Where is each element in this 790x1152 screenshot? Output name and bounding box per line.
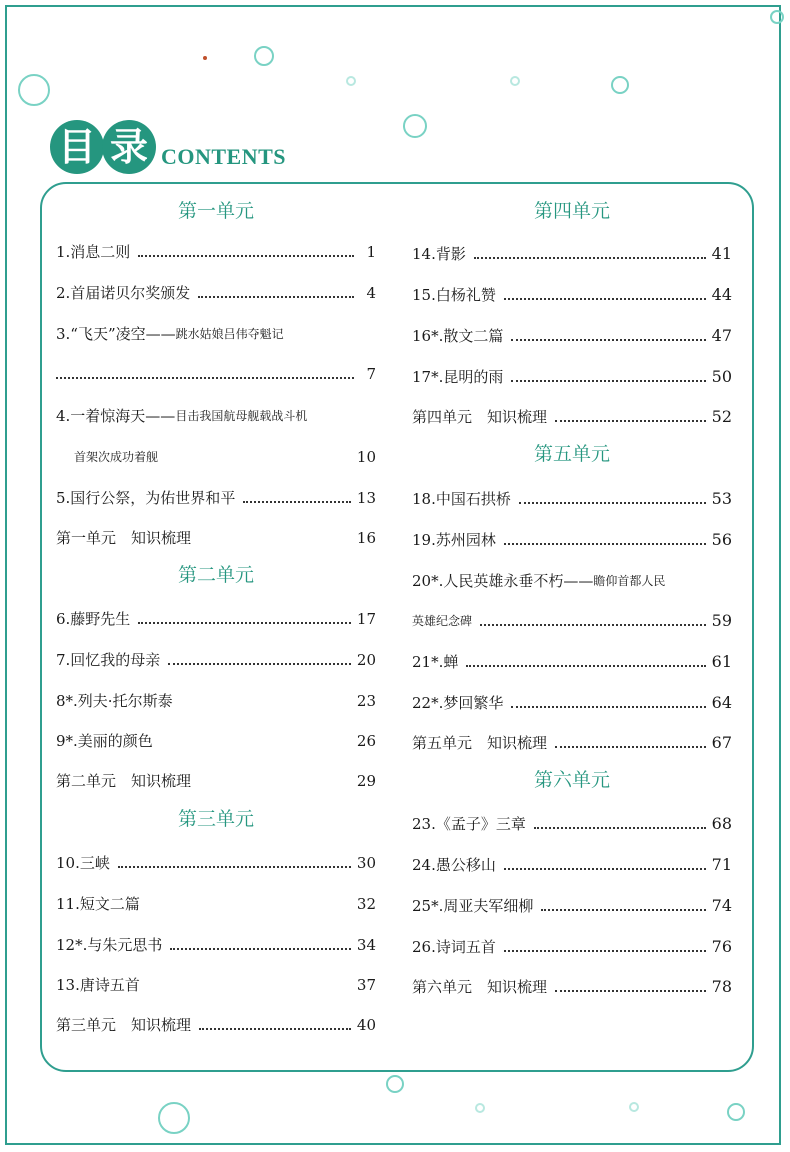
toc-entry[interactable] xyxy=(412,727,732,753)
entry-title: 20*.人民英雄永垂不朽—— xyxy=(412,572,594,590)
entry-title: 7.回忆我的母亲 xyxy=(56,651,161,669)
entry-page: 26 xyxy=(356,732,376,750)
leader-dots xyxy=(198,296,354,298)
leader-dots xyxy=(511,706,705,708)
entry-page: 10 xyxy=(356,448,376,466)
entry-title: 6.藤野先生 xyxy=(56,610,131,628)
entry-page: 50 xyxy=(711,367,732,386)
speck-decoration xyxy=(203,56,207,60)
entry-title: 9*.美丽的颜色 xyxy=(56,732,153,750)
entry-title: 14.背影 xyxy=(412,245,466,263)
toc-entry[interactable] xyxy=(56,236,376,262)
entry-page: 13 xyxy=(356,489,376,507)
toc-entry[interactable] xyxy=(412,361,732,387)
bubble-decoration xyxy=(386,1075,404,1093)
unit-heading: 第三单元 xyxy=(177,808,254,830)
toc-entry-multiline[interactable] xyxy=(412,565,732,591)
bubble-decoration xyxy=(629,1102,639,1112)
entry-title: 26.诗词五首 xyxy=(412,938,496,956)
entry-title: 25*.周亚夫军细柳 xyxy=(412,897,534,915)
unit-heading: 第二单元 xyxy=(177,564,254,586)
leader-dots xyxy=(555,990,706,992)
toc-entry[interactable] xyxy=(412,401,732,427)
entry-page: 30 xyxy=(356,854,376,872)
entry-title: 16*.散文二篇 xyxy=(412,327,504,345)
bubble-decoration xyxy=(727,1103,745,1121)
toc-entry[interactable] xyxy=(412,849,732,875)
leader-dots xyxy=(168,663,351,665)
entry-page: 32 xyxy=(356,895,376,913)
entry-page: 41 xyxy=(711,244,732,263)
leader-dots xyxy=(504,543,706,545)
entry-page: 7 xyxy=(366,365,376,383)
entry-page: 59 xyxy=(711,611,732,630)
toc-entry-multiline[interactable] xyxy=(56,400,376,426)
leader-dots xyxy=(504,298,706,300)
unit-heading: 第五单元 xyxy=(533,443,610,465)
entry-title: 第一单元 知识梳理 xyxy=(56,529,192,547)
entry-title: 4.一着惊海天—— xyxy=(56,407,176,425)
leader-dots xyxy=(519,502,706,504)
leader-dots xyxy=(56,377,354,379)
entry-title: 22*.梦回繁华 xyxy=(412,694,504,712)
toc-entry[interactable] xyxy=(412,687,732,713)
entry-title: 21*.蝉 xyxy=(412,653,459,671)
entry-page: 76 xyxy=(711,937,732,956)
entry-title: 12*.与朱元思书 xyxy=(56,936,163,954)
entry-page: 78 xyxy=(711,977,732,996)
entry-page: 44 xyxy=(711,285,732,304)
entry-title: 第三单元 知识梳理 xyxy=(56,1016,192,1034)
toc-entry-continuation[interactable] xyxy=(412,605,732,631)
leader-dots xyxy=(118,866,351,868)
leader-dots xyxy=(534,827,706,829)
entry-title: 13.唐诗五首 xyxy=(56,976,140,994)
entry-page: 56 xyxy=(711,530,732,549)
unit-heading: 第一单元 xyxy=(177,200,254,222)
entry-page: 1 xyxy=(366,243,376,261)
entry-title: 1.消息二则 xyxy=(56,243,131,261)
entry-page: 71 xyxy=(711,855,732,874)
toc-entry[interactable] xyxy=(56,482,376,508)
toc-entry[interactable] xyxy=(56,1009,376,1035)
toc-entry-continuation[interactable] xyxy=(56,358,376,384)
toc-entry[interactable] xyxy=(412,524,732,550)
entry-subtitle: 瞻仰首都人民 xyxy=(593,574,666,588)
leader-dots xyxy=(480,624,706,626)
toc-entry-continuation[interactable] xyxy=(56,441,376,467)
unit-heading: 第四单元 xyxy=(533,200,610,222)
toc-entry[interactable] xyxy=(56,765,376,791)
entry-subtitle: 目击我国航母舰载战斗机 xyxy=(175,409,308,423)
toc-entry[interactable] xyxy=(412,646,732,672)
leader-dots xyxy=(466,665,705,667)
leader-dots xyxy=(504,868,706,870)
entry-page: 40 xyxy=(356,1016,376,1034)
unit-heading: 第六单元 xyxy=(533,769,610,791)
entry-title: 第四单元 知识梳理 xyxy=(412,408,548,426)
bubble-decoration xyxy=(611,76,629,94)
bubble-decoration xyxy=(770,10,784,24)
entry-page: 29 xyxy=(356,772,376,790)
toc-entry[interactable] xyxy=(56,888,376,914)
entry-title: 24.愚公移山 xyxy=(412,856,496,874)
leader-dots xyxy=(511,380,705,382)
entry-title: 19.苏州园林 xyxy=(412,531,496,549)
bubble-decoration xyxy=(510,76,520,86)
toc-entry[interactable] xyxy=(412,279,732,305)
toc-entry[interactable] xyxy=(56,725,376,751)
bubble-decoration xyxy=(158,1102,190,1134)
leader-dots xyxy=(170,948,351,950)
toc-entry[interactable] xyxy=(412,971,732,997)
toc-entry[interactable] xyxy=(56,277,376,303)
bubble-decoration xyxy=(18,74,50,106)
entry-page: 4 xyxy=(366,284,376,302)
bubble-decoration xyxy=(475,1103,485,1113)
toc-entry-multiline[interactable] xyxy=(56,318,376,344)
toc-entry[interactable] xyxy=(56,522,376,548)
toc-entry[interactable] xyxy=(412,890,732,916)
toc-entry[interactable] xyxy=(412,483,732,509)
leader-dots xyxy=(199,1028,351,1030)
entry-page: 17 xyxy=(356,610,376,628)
leader-dots xyxy=(555,746,706,748)
entry-title: 3.“飞天”凌空—— xyxy=(56,325,176,343)
title-char-lu: 录 xyxy=(102,120,156,174)
toc-entry[interactable] xyxy=(412,238,732,264)
entry-title: 8*.列夫·托尔斯泰 xyxy=(56,692,173,710)
entry-title: 第二单元 知识梳理 xyxy=(56,772,192,790)
entry-subtitle-cont: 英雄纪念碑 xyxy=(412,614,473,628)
leader-dots xyxy=(138,255,354,257)
entry-page: 68 xyxy=(711,814,732,833)
entry-page: 20 xyxy=(356,651,376,669)
entry-title: 第五单元 知识梳理 xyxy=(412,734,548,752)
entry-page: 37 xyxy=(356,976,376,994)
leader-dots xyxy=(243,501,351,503)
bubble-decoration xyxy=(346,76,356,86)
entry-page: 64 xyxy=(711,693,732,712)
entry-page: 61 xyxy=(711,652,732,671)
entry-page: 74 xyxy=(711,896,732,915)
entry-page: 23 xyxy=(356,692,376,710)
entry-subtitle: 跳水姑娘吕伟夺魁记 xyxy=(175,327,284,341)
toc-entry[interactable] xyxy=(412,320,732,346)
toc-entry[interactable] xyxy=(56,685,376,711)
entry-page: 16 xyxy=(356,529,376,547)
toc-entry[interactable] xyxy=(56,847,376,873)
toc-entry[interactable] xyxy=(56,603,376,629)
leader-dots xyxy=(511,339,705,341)
entry-title: 18.中国石拱桥 xyxy=(412,490,511,508)
bubble-decoration xyxy=(403,114,427,138)
entry-page: 52 xyxy=(711,407,732,426)
leader-dots xyxy=(138,622,351,624)
toc-entry[interactable] xyxy=(56,929,376,955)
entry-page: 67 xyxy=(711,733,732,752)
entry-title: 15.白杨礼赞 xyxy=(412,286,496,304)
bubble-decoration xyxy=(254,46,274,66)
toc-entry[interactable] xyxy=(412,808,732,834)
entry-title: 第六单元 知识梳理 xyxy=(412,978,548,996)
title-char-mu: 目 xyxy=(50,120,104,174)
leader-dots xyxy=(474,257,706,259)
entry-page: 53 xyxy=(711,489,732,508)
entry-title: 10.三峡 xyxy=(56,854,110,872)
leader-dots xyxy=(541,909,705,911)
toc-entry[interactable] xyxy=(412,931,732,957)
entry-title: 17*.昆明的雨 xyxy=(412,368,504,386)
entry-title: 11.短文二篇 xyxy=(56,895,140,913)
leader-dots xyxy=(504,950,706,952)
entry-subtitle-cont: 首架次成功着舰 xyxy=(74,450,159,464)
toc-entry[interactable] xyxy=(56,644,376,670)
leader-dots xyxy=(555,420,706,422)
title-english: CONTENTS xyxy=(161,144,287,169)
entry-page: 47 xyxy=(711,326,732,345)
entry-title: 23.《孟子》三章 xyxy=(412,815,526,833)
entry-page: 34 xyxy=(356,936,376,954)
toc-entry[interactable] xyxy=(56,969,376,995)
entry-title: 2.首届诺贝尔奖颁发 xyxy=(56,284,191,302)
entry-title: 5.国行公祭，为佑世界和平 xyxy=(56,489,236,507)
